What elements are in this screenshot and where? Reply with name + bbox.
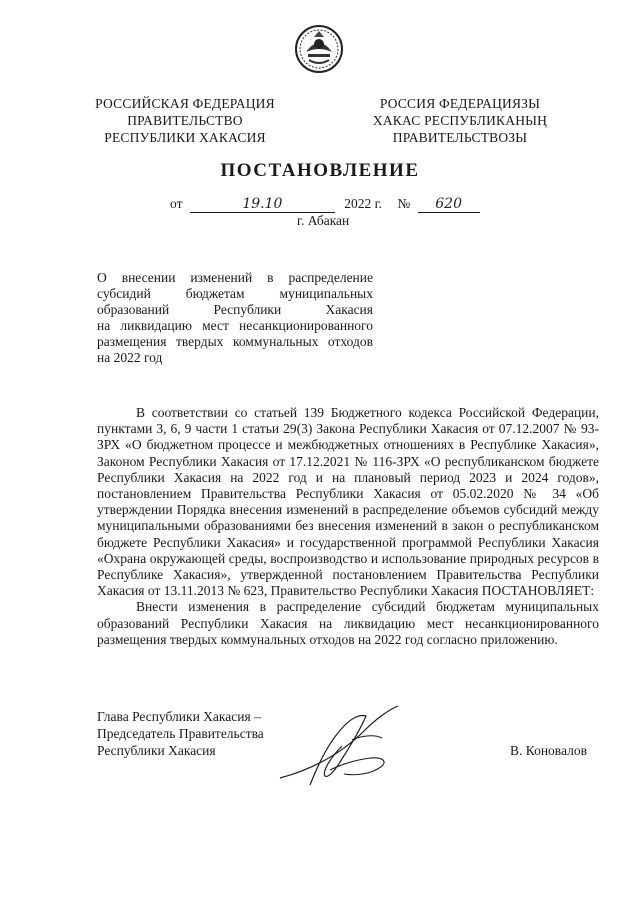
subject-line: на 2022 год [97,350,163,365]
number-label: № [397,196,411,211]
handwritten-number: 620 [418,196,480,213]
subject-line: размещения твердых коммунальных отходов [97,334,373,349]
header-right-line: ПРАВИТЕЛЬСТВОЗЫ [392,130,528,145]
document-title: ПОСТАНОВЛЕНИЕ [220,160,420,181]
header-left-line: ПРАВИТЕЛЬСТВО [127,113,243,128]
position-line: Председатель Правительства [97,726,264,741]
handwritten-date: 19.10 [190,196,335,213]
header-left-line: РОССИЙСКАЯ ФЕДЕРАЦИЯ [95,96,275,111]
header-left-line: РЕСПУБЛИКИ ХАКАСИЯ [104,130,266,145]
header-right [360,95,560,146]
signatory-name: В. Коновалов [510,743,587,758]
subject-heading [97,270,373,366]
date-number-line [170,196,480,213]
subject-line: субсидий бюджетам муниципальных [97,286,373,301]
subject-line: О внесении изменений в распределение [97,270,373,285]
from-label: от [170,196,183,211]
document-body [97,405,599,648]
header-right-line: РОССИЯ ФЕДЕРАЦИЯЗЫ [379,96,541,111]
subject-line: на ликвидацию мест несанкционированного [97,318,373,333]
position-line: Республики Хакасия [97,743,216,758]
handwritten-signature-icon [270,700,410,790]
body-paragraph: В соответствии со статьей 139 Бюджетного кодекса Российской Федерации, пунктами 3, 6, 9 части 1 статьи 29(3) Закона Республики Хакасия от 07.12.2007 № 93-ЗРХ «О бюджетном процессе и межбюджетных отношениях в Республике Хакасия», Законом Республики Хакасия от 17.12.2021 № 116-ЗРХ «О республиканском бюджете Республики Хакасия на 2022 год и на плановый период 2023 и 2024 годов», постановлением Правительства Республики Хакасия от 05.02.2020 № 34 «Об утверждении Порядка внесения изменений в распределение объемов субсидий между муниципальными образованиями без внесения изменений в закон о республиканском бюджете Республики Хакасия» и государственной программой Республики Хакасия «Охрана окружающей среды, воспроизводство и использование природных ресурсов в Республике Хакасия», утвержденной постановлением Правительства Республики Хакасия от 13.11.2013 № 623, Правительство Республики Хакасия ПОСТАНОВЛЯЕТ: [97,405,599,599]
subject-line: образований Республики Хакасия [97,302,373,317]
header-left [85,95,285,146]
coat-of-arms-icon [294,24,344,74]
signatory-position [97,708,297,759]
city-label: г. Абакан [297,213,350,228]
body-paragraph: Внести изменения в распределение субсидий бюджетам муниципальных образований Республики Хакасия на ликвидацию мест несанкционированного размещения твердых коммунальных отходов на 2022 год согласно приложению. [97,599,599,647]
header-right-line: ХАКАС РЕСПУБЛИКАНЫҢ [372,113,548,128]
position-line: Глава Республики Хакасия – [97,709,261,724]
year-label: 2022 г. [344,196,382,211]
